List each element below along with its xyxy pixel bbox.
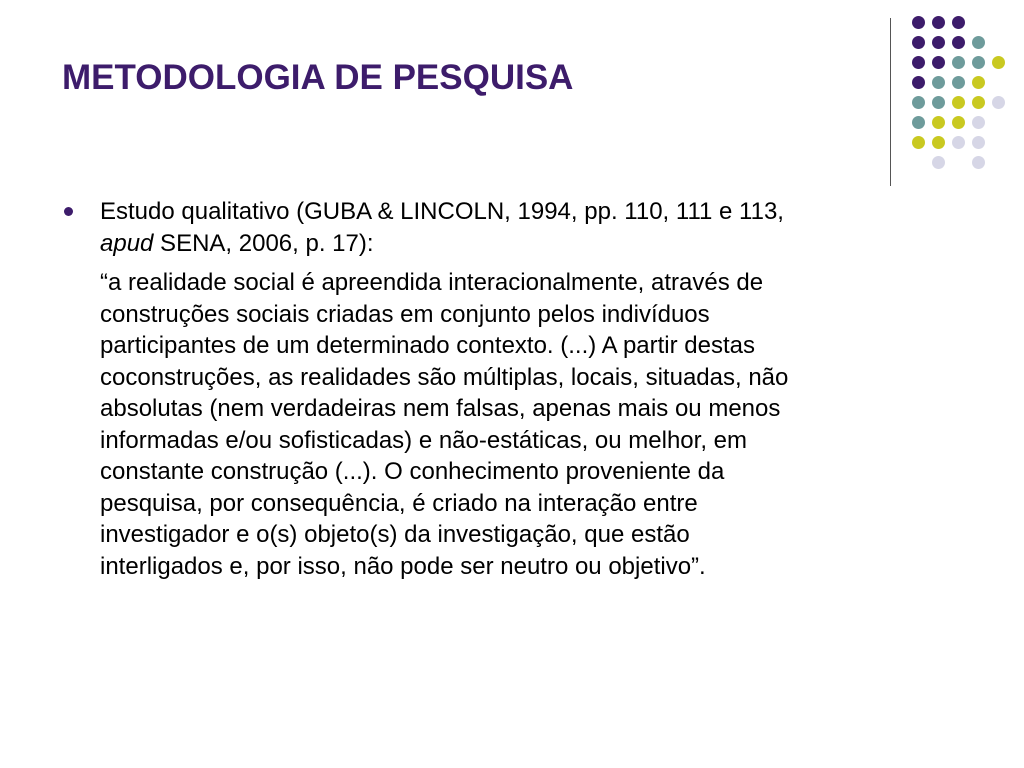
quote-line: coconstruções, as realidades são múltiplas, locais, situadas, não: [100, 363, 789, 391]
quote-block: [100, 267, 972, 582]
decorative-dot: [912, 76, 925, 89]
decorative-dot: [992, 96, 1005, 109]
decorative-dot: [932, 136, 945, 149]
decorative-dot: [932, 56, 945, 69]
bullet-text: [100, 196, 972, 259]
decorative-dot: [912, 36, 925, 49]
quote-line: constante construção (...). O conhecimento proveniente da: [100, 458, 725, 485]
decorative-dot: [972, 76, 985, 89]
citation-apud: apud: [100, 229, 154, 257]
decorative-dot: [912, 96, 925, 109]
citation-line-1: Estudo qualitativo (GUBA & LINCOLN, 1994, pp. 110, 111 e 113,: [100, 198, 784, 225]
decorative-dot: [952, 16, 965, 29]
decorative-dot: [932, 36, 945, 49]
decorative-dot: [972, 116, 985, 129]
decorative-dot: [932, 116, 945, 129]
decorative-dot: [932, 76, 945, 89]
quote-line: informadas e/ou sofisticadas) e não-estáticas, ou melhor, em: [100, 426, 747, 454]
slide-content: [62, 196, 972, 582]
bullet-icon: [64, 207, 73, 216]
decorative-dot: [972, 56, 985, 69]
quote-line: pesquisa, por consequência, é criado na interação entre: [100, 489, 698, 517]
decorative-dot: [932, 96, 945, 109]
vertical-divider: [890, 18, 891, 186]
decorative-dot: [952, 56, 965, 69]
bullet-item: [62, 196, 972, 259]
decorative-dot: [972, 36, 985, 49]
decorative-dot: [952, 116, 965, 129]
quote-line: absolutas (nem verdadeiras nem falsas, apenas mais ou menos: [100, 395, 781, 422]
citation-rest: SENA, 2006, p. 17):: [153, 229, 374, 257]
decorative-dot: [952, 76, 965, 89]
decorative-dot: [972, 96, 985, 109]
quote-line: “a realidade social é apreendida interacionalmente, através de: [100, 269, 764, 296]
decorative-dot: [952, 136, 965, 149]
citation-line-2: [100, 228, 972, 260]
decorative-dot: [992, 56, 1005, 69]
quote-line: interligados e, por isso, não pode ser neutro ou objetivo”.: [100, 552, 706, 580]
decorative-dot: [972, 156, 985, 169]
decorative-dot: [932, 16, 945, 29]
decorative-dot: [912, 116, 925, 129]
quote-line: investigador e o(s) objeto(s) da investigação, que estão: [100, 521, 690, 548]
quote-line: construções sociais criadas em conjunto pelos indivíduos: [100, 300, 710, 328]
slide-title: METODOLOGIA DE PESQUISA: [62, 58, 574, 97]
decorative-dot: [952, 36, 965, 49]
decorative-dot: [912, 16, 925, 29]
decorative-dot: [912, 136, 925, 149]
decorative-dot: [972, 136, 985, 149]
decorative-dot: [932, 156, 945, 169]
quote-line: participantes de um determinado contexto. (...) A partir destas: [100, 332, 756, 359]
decorative-dot: [952, 96, 965, 109]
decorative-dot: [912, 56, 925, 69]
